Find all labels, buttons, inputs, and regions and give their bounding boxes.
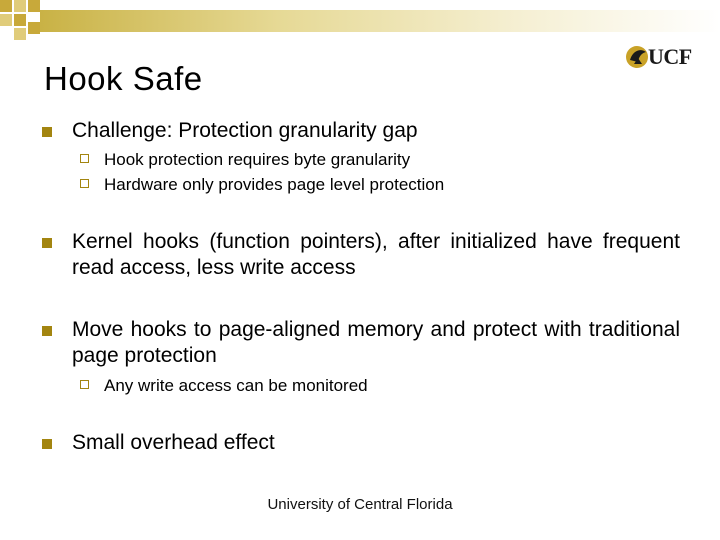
slide-footer: University of Central Florida: [267, 496, 453, 513]
bullet-text: Move hooks to page-aligned memory and protect with traditional page protection: [72, 318, 680, 367]
sub-bullet-text: Hook protection requires byte granularity: [104, 150, 411, 169]
bullet-item: [40, 118, 680, 144]
ucf-logo: [624, 40, 702, 74]
square-bullet-icon: [42, 439, 52, 449]
bullet-item: [40, 317, 680, 369]
deco-square: [14, 0, 26, 12]
square-bullet-icon: [42, 326, 52, 336]
deco-square: [28, 0, 40, 12]
header-decoration: [0, 0, 720, 60]
sub-bullet-item: [40, 147, 680, 172]
deco-square: [0, 14, 12, 26]
checkbox-bullet-icon: [80, 154, 89, 163]
bullet-item: [40, 430, 680, 456]
sub-bullet-text: Any write access can be monitored: [104, 376, 368, 395]
bullet-item: [40, 229, 680, 281]
square-bullet-icon: [42, 238, 52, 248]
sub-bullet-item: [40, 373, 680, 398]
deco-square: [0, 0, 12, 12]
deco-square: [14, 14, 26, 26]
bullet-text: Kernel hooks (function pointers), after initialized have frequent read access, less write access: [72, 230, 680, 279]
sub-bullet-item: [40, 172, 680, 197]
logo-text: UCF: [648, 44, 692, 69]
deco-square: [28, 22, 40, 34]
sub-bullet-text: Hardware only provides page level protection: [104, 175, 445, 194]
bullet-text: Challenge: Protection granularity gap: [72, 119, 418, 142]
bullet-text: Small overhead effect: [72, 431, 275, 454]
bullet-list: [40, 118, 680, 456]
checkbox-bullet-icon: [80, 179, 89, 188]
deco-square: [14, 28, 26, 40]
square-bullet-icon: [42, 127, 52, 137]
checkbox-bullet-icon: [80, 380, 89, 389]
slide-title: Hook Safe: [44, 60, 203, 97]
header-gradient-bar: [40, 10, 720, 32]
